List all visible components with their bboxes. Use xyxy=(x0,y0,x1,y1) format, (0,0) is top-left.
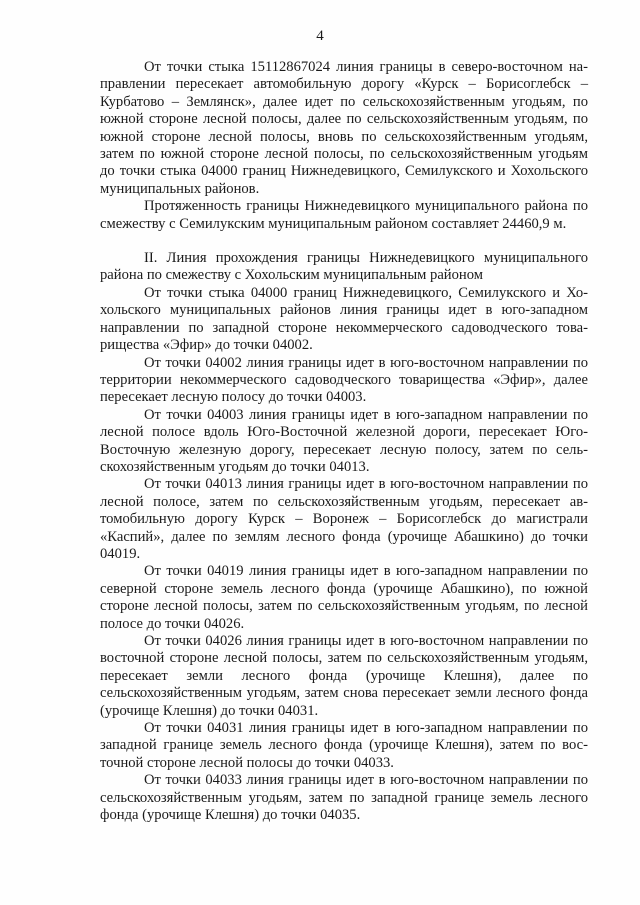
section-heading-khokhol: II. Линия прохождения границы Нижнедевицкого муниципального района по смежеству с Хохольским муниципальным районом xyxy=(100,250,588,284)
paragraph-point-04033: От точки 04033 линия границы идет в юго-восточном направлении по сельскохозяйственным угодьям, затем по западной границе земель лесного фонда (урочище Клешня) до точки 04035. xyxy=(100,772,588,824)
paragraph-point-04000: От точки стыка 04000 границ Нижнедевицкого, Семилукского и Хохольского муниципальных районов линия границы идет в юго-западном направлении по западной стороне некоммерческого садоводческого товарищества «Эфир» до точки 04002. xyxy=(100,284,588,354)
paragraph-point-04003: От точки 04003 линия границы идет в юго-западном направлении по лесной полосе вдоль Юго-Восточной железной дороги, пересекает Юго-Восточную железную дорогу, пересекает лесную полосу, затем по сельскохозяйственным угодьям до точки 04013. xyxy=(100,406,588,475)
page-number: 4 xyxy=(316,28,324,44)
paragraph-point-04026: От точки 04026 линия границы идет в юго-восточном направлении по восточной стороне лесной полосы, затем по сельскохозяйственным угодьям, пересекает земли лесного фонда (урочище Клешня), далее по сельскохозяйственным угодьям, затем снова пересекает земли лесного фонда (урочище Клешня) до точки 04031. xyxy=(100,633,588,719)
paragraph-boundary-length: Протяженность границы Нижнедевицкого муниципального района по смежеству с Семилукским муниципальным районом составляет 24460,9 м. xyxy=(100,198,588,232)
document-body xyxy=(100,59,588,824)
paragraph-boundary-semiluki-end: От точки стыка 15112867024 линия границы в северо-восточном направлении пересекает автомобильную дорогу «Курск – Борисоглебск – Курбатово – Землянск», далее идет по сельскохозяйственным угодьям, по южной стороне лесной полосы, далее по сельскохозяйственным угодьям, по южной стороне лесной полосы, вновь по сельскохозяйственным угодьям, затем по южной стороне лесной полосы, по сельскохозяйственным угодьям до точки стыка 04000 границ Нижнедевицкого, Семилукского и Хохольского муниципальных районов. xyxy=(100,59,588,197)
paragraph-point-04031: От точки 04031 линия границы идет в юго-западном направлении по западной границе земель лесного фонда (урочище Клешня), затем по восточной стороне лесной полосы до точки 04033. xyxy=(100,720,588,771)
paragraph-point-04019: От точки 04019 линия границы идет в юго-западном направлении по северной стороне земель лесного фонда (урочище Абашкино), по южной стороне лесной полосы, затем по сельскохозяйственным угодьям, по лесной полосе до точки 04026. xyxy=(100,563,588,632)
paragraph-point-04002: От точки 04002 линия границы идет в юго-восточном направлении по территории некоммерческого садоводческого товарищества «Эфир», далее пересекает лесную полосу до точки 04003. xyxy=(100,354,588,406)
paragraph-point-04013: От точки 04013 линия границы идет в юго-восточном направлении по лесной полосе, затем по сельскохозяйственным угодьям, пересекает автомобильную дорогу Курск – Воронеж – Борисоглебск до магистрали «Каспий», далее по землям лесного фонда (урочище Абашкино) до точки 04019. xyxy=(100,476,588,562)
